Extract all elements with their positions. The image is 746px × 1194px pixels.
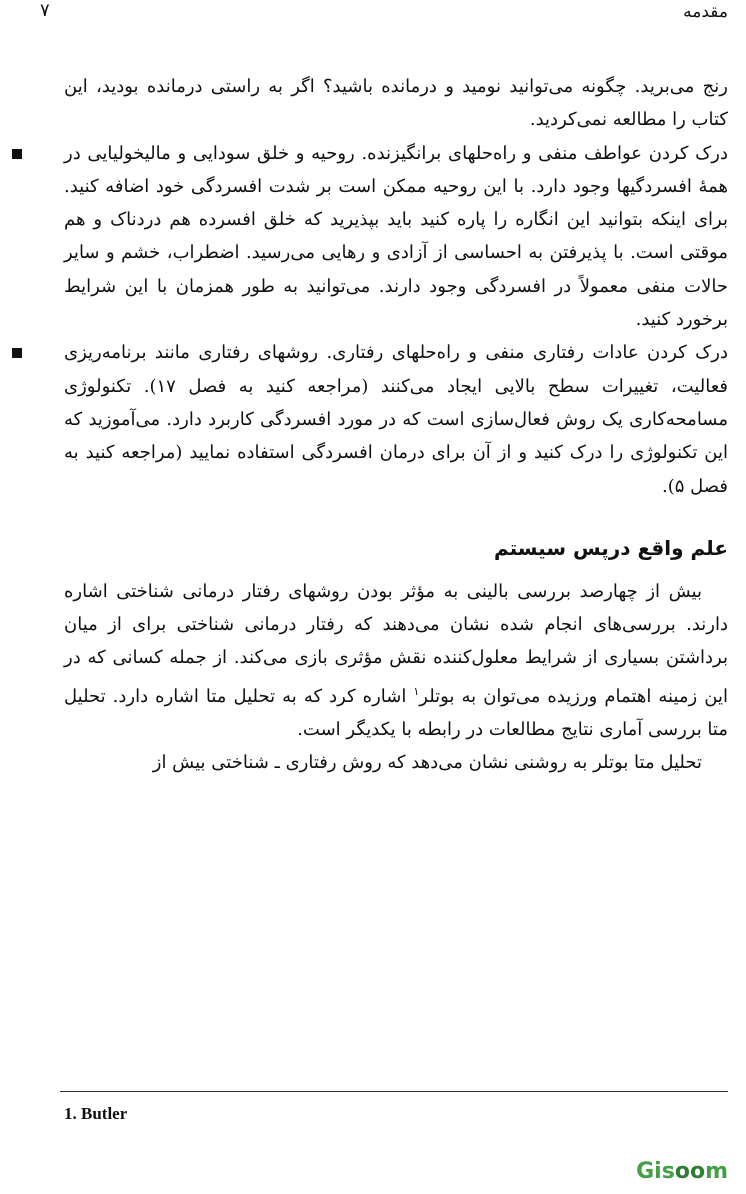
section-paragraph: تحلیل متا بوتلر به روشنی نشان می‌دهد که روش رفتاری ـ شناختی بیش از (152, 752, 702, 774)
bullet-item-behaviors (64, 336, 728, 502)
page-header (40, 0, 728, 28)
square-bullet-icon (12, 348, 22, 358)
paragraph-text: اشاره کرد که به تحلیل متا اشاره دارد. تحلیل متا بررسی آماری نتایج مطالعات در رابطه با یکدیگر است. (64, 685, 728, 741)
watermark-logo: Gisoom (636, 1159, 728, 1184)
bullet-text: درک کردن عادات رفتاری منفی و راه‌حلهای رفتاری. روشهای رفتاری مانند برنامه‌ریزی فعالیت، تغییرات سطح بالایی ایجاد می‌کنند (مراجعه کنید به فصل ۱۷). تکنولوژی مسامحه‌کاری یک روش فعال‌سازی است که در مورد افسردگی کاربرد دارد. می‌آموزید که این تکنولوژی را درک کنید و از آن برای درمان افسردگی استفاده نمایید (مراجعه کنید به فصل ۵). (64, 342, 728, 497)
square-bullet-icon (12, 149, 22, 159)
intro-paragraph: رنج می‌برید. چگونه می‌توانید نومید و درمانده باشید؟ اگر به راستی درمانده بودید، این کتاب را مطالعه نمی‌کردید. (64, 76, 728, 131)
page-body (64, 70, 728, 780)
footnote: 1. Butler (64, 1104, 128, 1123)
bullet-item-emotions (64, 137, 728, 337)
section-heading: علم واقع درپس سیستم (493, 535, 728, 560)
paragraph-text: بیش از چهارصد بررسی بالینی به مؤثر بودن روشهای رفتار درمانی شناختی اشاره دارند. بررسی‌های انجام شده نشان می‌دهند که رفتار درمانی شناختی برای از میان برداشتن بسیاری از شرایط معلول‌کننده نقش مؤثری بازی می‌کند. از جمله کسانی که در این زمینه اهتمام ورزیده می‌توان به بوتلر (64, 580, 728, 707)
bullet-text: درک کردن عواطف منفی و راه‌حلهای برانگیزنده. روحیه و خلق سودایی و مالیخولیایی در همهٔ افسردگیها وجود دارد. با این روحیه ممکن است بر شدت افسردگی خود اضافه کنید. برای اینکه بتوانید این انگاره را پاره کنید باید بپذیرید که خلق افسرده هم دردناک و هم موقتی است. با پذیرفتن به احساسی از آزادی و رهایی می‌رسید. اضطراب، خشم و سایر حالات منفی معمولاً در افسردگی وجود دارند. می‌توانید به طور همزمان با این شرایط برخورد کنید. (64, 142, 728, 331)
page-number: ۷ (40, 0, 50, 21)
section-paragraph (64, 575, 728, 746)
footnote-divider (60, 1091, 728, 1092)
footnote-marker: ۱ (413, 684, 420, 698)
chapter-title: مقدمه (683, 2, 728, 22)
